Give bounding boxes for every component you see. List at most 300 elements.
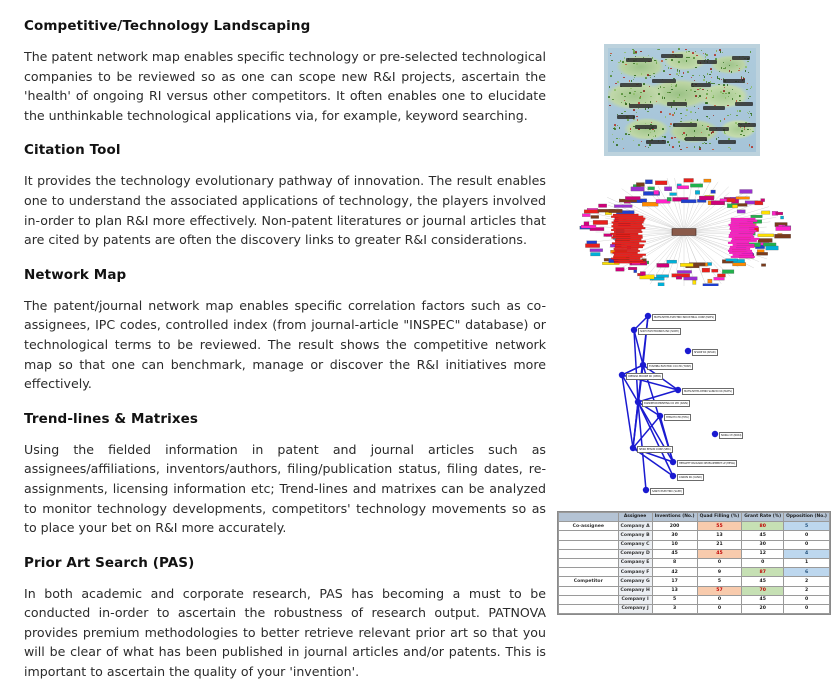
table-row[interactable] bbox=[559, 531, 830, 540]
map-cluster-label bbox=[697, 60, 717, 64]
map-datapoint bbox=[622, 138, 624, 140]
map-datapoint bbox=[678, 48, 680, 50]
citation-node[interactable] bbox=[730, 228, 755, 230]
matrix-group-label bbox=[559, 549, 619, 558]
map-datapoint bbox=[695, 51, 697, 53]
map-cluster-label bbox=[723, 79, 745, 83]
map-datapoint bbox=[647, 74, 649, 76]
map-datapoint bbox=[654, 130, 656, 132]
citation-node[interactable] bbox=[695, 190, 700, 194]
citation-node[interactable] bbox=[677, 186, 688, 189]
citation-node[interactable] bbox=[733, 254, 753, 256]
citation-node[interactable] bbox=[714, 277, 725, 280]
citation-node[interactable] bbox=[727, 198, 735, 202]
matrix-column-header bbox=[559, 513, 619, 522]
citation-node[interactable] bbox=[616, 239, 641, 241]
map-datapoint bbox=[725, 67, 727, 69]
network-node[interactable] bbox=[631, 327, 637, 333]
table-row[interactable] bbox=[559, 558, 830, 567]
network-node[interactable] bbox=[635, 399, 641, 405]
citation-node[interactable] bbox=[585, 244, 599, 248]
citation-node[interactable] bbox=[582, 214, 590, 217]
citation-node[interactable] bbox=[615, 218, 645, 220]
matrix-cell-inventions: 13 bbox=[652, 586, 697, 595]
citation-node[interactable] bbox=[693, 280, 696, 284]
citation-node[interactable] bbox=[728, 250, 752, 252]
map-datapoint bbox=[630, 131, 632, 133]
citation-node[interactable] bbox=[615, 241, 646, 243]
map-datapoint bbox=[745, 66, 747, 68]
map-datapoint bbox=[645, 77, 647, 79]
map-datapoint bbox=[627, 119, 629, 121]
network-node[interactable] bbox=[657, 413, 663, 419]
citation-node[interactable] bbox=[613, 214, 638, 216]
map-datapoint bbox=[694, 80, 696, 82]
map-datapoint bbox=[633, 109, 635, 111]
section-trend-lines-matrixes bbox=[24, 411, 546, 538]
network-node[interactable] bbox=[643, 487, 649, 493]
map-datapoint bbox=[743, 135, 745, 137]
citation-node[interactable] bbox=[613, 252, 638, 254]
citation-node[interactable] bbox=[702, 268, 710, 272]
citation-node[interactable] bbox=[584, 210, 599, 213]
matrix-cell-opposition: 6 bbox=[784, 568, 830, 577]
citation-node[interactable] bbox=[729, 252, 752, 254]
network-node[interactable] bbox=[685, 348, 691, 354]
citation-hub-node[interactable] bbox=[672, 229, 696, 236]
citation-node[interactable] bbox=[614, 220, 644, 222]
network-node[interactable] bbox=[712, 431, 718, 437]
matrix-cell-opposition: 2 bbox=[784, 586, 830, 595]
citation-node[interactable] bbox=[664, 187, 671, 191]
citation-node[interactable] bbox=[658, 283, 664, 286]
map-datapoint bbox=[609, 86, 611, 88]
citation-node[interactable] bbox=[614, 231, 642, 233]
map-datapoint bbox=[729, 92, 731, 94]
citation-node[interactable] bbox=[625, 196, 640, 199]
citation-node[interactable] bbox=[684, 277, 698, 280]
citation-node[interactable] bbox=[704, 179, 711, 182]
citation-node[interactable] bbox=[736, 197, 750, 200]
citation-node[interactable] bbox=[609, 209, 623, 212]
citation-node[interactable] bbox=[757, 250, 764, 253]
map-datapoint bbox=[658, 49, 660, 51]
citation-node[interactable] bbox=[614, 260, 643, 262]
section-heading: Trend-lines & Matrixes bbox=[24, 410, 199, 427]
map-datapoint bbox=[702, 125, 704, 127]
citation-node[interactable] bbox=[732, 238, 759, 240]
map-datapoint bbox=[643, 90, 645, 92]
map-datapoint bbox=[645, 108, 647, 110]
citation-node[interactable] bbox=[731, 222, 753, 224]
map-datapoint bbox=[615, 83, 617, 85]
citation-node[interactable] bbox=[676, 276, 682, 279]
assignee-network-map bbox=[600, 306, 832, 504]
matrix-group-label bbox=[559, 540, 619, 549]
map-datapoint bbox=[723, 84, 725, 86]
matrix-assignee-name: Company C bbox=[618, 540, 652, 549]
table-row[interactable] bbox=[559, 595, 830, 604]
map-datapoint bbox=[655, 135, 657, 137]
citation-node[interactable] bbox=[640, 272, 645, 276]
citation-node[interactable] bbox=[776, 226, 791, 230]
map-datapoint bbox=[695, 95, 697, 97]
map-datapoint bbox=[679, 72, 681, 74]
citation-node[interactable] bbox=[732, 205, 737, 208]
matrix-column-header: Grant Rate (%) bbox=[742, 513, 784, 522]
table-row[interactable] bbox=[559, 549, 830, 558]
matrix-assignee-name: Company B bbox=[618, 531, 652, 540]
matrix-cell-opposition: 0 bbox=[784, 595, 830, 604]
map-datapoint bbox=[709, 74, 711, 76]
map-datapoint bbox=[612, 134, 614, 136]
map-datapoint bbox=[650, 77, 652, 79]
map-datapoint bbox=[708, 134, 710, 136]
matrix-cell-grant-rate: 0 bbox=[742, 558, 784, 567]
citation-node[interactable] bbox=[590, 249, 603, 252]
citation-node[interactable] bbox=[680, 263, 693, 266]
map-datapoint bbox=[685, 115, 687, 117]
citation-node[interactable] bbox=[610, 233, 638, 235]
section-prior-art-search bbox=[24, 555, 546, 682]
map-datapoint bbox=[709, 143, 711, 145]
map-cluster-label bbox=[718, 140, 736, 144]
citation-node[interactable] bbox=[655, 181, 667, 185]
map-datapoint bbox=[671, 89, 673, 91]
citation-node[interactable] bbox=[658, 264, 669, 267]
citation-node[interactable] bbox=[737, 210, 745, 213]
citation-node[interactable] bbox=[731, 240, 757, 242]
citation-node[interactable] bbox=[612, 225, 644, 227]
table-row[interactable] bbox=[559, 568, 830, 577]
map-datapoint bbox=[643, 83, 645, 85]
map-cluster-label bbox=[673, 123, 697, 127]
map-datapoint bbox=[625, 103, 627, 105]
citation-node[interactable] bbox=[631, 187, 644, 191]
network-node[interactable] bbox=[630, 445, 636, 451]
citation-node[interactable] bbox=[654, 190, 659, 194]
map-datapoint bbox=[678, 75, 680, 77]
matrix-cell-quad-filling: 5 bbox=[697, 577, 742, 586]
map-datapoint bbox=[705, 56, 707, 58]
map-datapoint bbox=[680, 113, 682, 115]
map-datapoint bbox=[747, 129, 749, 131]
map-datapoint bbox=[633, 119, 635, 121]
citation-node[interactable] bbox=[731, 230, 756, 232]
map-datapoint bbox=[624, 52, 626, 54]
network-node-label: OPPAMA MOORE KK (OPPA) bbox=[626, 373, 663, 380]
citation-node[interactable] bbox=[614, 254, 646, 256]
map-datapoint bbox=[671, 106, 673, 108]
citation-node[interactable] bbox=[699, 196, 714, 200]
network-node[interactable] bbox=[645, 313, 651, 319]
citation-node[interactable] bbox=[667, 260, 677, 263]
map-datapoint bbox=[663, 87, 665, 89]
citation-node[interactable] bbox=[612, 243, 639, 245]
map-datapoint bbox=[694, 146, 696, 148]
map-datapoint bbox=[669, 74, 671, 76]
map-datapoint bbox=[702, 89, 704, 91]
matrix-cell-grant-rate: 12 bbox=[742, 549, 784, 558]
citation-node[interactable] bbox=[615, 246, 643, 248]
map-datapoint bbox=[636, 112, 638, 114]
map-datapoint bbox=[691, 119, 693, 121]
map-datapoint bbox=[713, 83, 715, 85]
map-datapoint bbox=[650, 75, 652, 77]
figure-column bbox=[556, 0, 832, 670]
citation-node[interactable] bbox=[684, 178, 694, 182]
map-datapoint bbox=[624, 57, 626, 59]
citation-node[interactable] bbox=[634, 270, 637, 273]
map-datapoint bbox=[694, 91, 696, 93]
section-heading: Network Map bbox=[24, 266, 127, 283]
citation-node[interactable] bbox=[711, 190, 716, 193]
map-datapoint bbox=[724, 118, 726, 120]
citation-node[interactable] bbox=[648, 187, 655, 190]
map-datapoint bbox=[635, 56, 637, 58]
citation-node[interactable] bbox=[591, 253, 601, 256]
citation-node[interactable] bbox=[758, 238, 772, 242]
map-datapoint bbox=[670, 68, 672, 70]
matrix-cell-opposition: 0 bbox=[784, 531, 830, 540]
citation-node[interactable] bbox=[656, 275, 668, 278]
citation-node[interactable] bbox=[690, 184, 702, 187]
citation-node[interactable] bbox=[628, 267, 637, 270]
map-datapoint bbox=[618, 62, 620, 64]
map-datapoint bbox=[685, 99, 687, 101]
map-datapoint bbox=[688, 57, 690, 59]
map-datapoint bbox=[624, 111, 626, 113]
citation-node[interactable] bbox=[731, 218, 755, 220]
citation-node[interactable] bbox=[717, 274, 725, 277]
map-datapoint bbox=[631, 80, 633, 82]
matrix-cell-grant-rate: 45 bbox=[742, 577, 784, 586]
citation-node[interactable] bbox=[645, 180, 652, 184]
assignee-network-svg bbox=[600, 306, 832, 504]
citation-node[interactable] bbox=[584, 222, 589, 226]
citation-node[interactable] bbox=[612, 222, 644, 224]
citation-node[interactable] bbox=[728, 242, 749, 244]
map-datapoint bbox=[732, 89, 734, 91]
citation-node[interactable] bbox=[614, 248, 638, 250]
map-datapoint bbox=[619, 127, 621, 129]
matrix-assignee-name: Company E bbox=[618, 558, 652, 567]
map-datapoint bbox=[736, 115, 738, 117]
citation-node[interactable] bbox=[731, 256, 755, 258]
map-cluster-label bbox=[652, 79, 676, 83]
section-paragraph: The patent/journal network map enables specific correlation factors such as co-assignees, IPC codes, controlled index (from journal-article "INSPEC" database) or technological terms to be reviewed. The result shows the competitive network map so that one can benchmark, manage or discover the R&I initiatives more effectively. bbox=[24, 297, 546, 392]
table-row[interactable] bbox=[559, 577, 830, 586]
citation-node[interactable] bbox=[615, 244, 644, 246]
citation-node[interactable] bbox=[613, 224, 642, 226]
citation-node[interactable] bbox=[761, 211, 770, 214]
map-datapoint bbox=[649, 144, 651, 146]
matrix-cell-quad-filling: 45 bbox=[697, 549, 742, 558]
table-row[interactable] bbox=[559, 604, 830, 613]
map-datapoint bbox=[672, 51, 674, 53]
citation-node[interactable] bbox=[703, 284, 719, 286]
map-datapoint bbox=[658, 93, 660, 95]
matrix-column-header: Assignee bbox=[618, 513, 652, 522]
matrix-column-header: Opposition (No.) bbox=[784, 513, 830, 522]
matrix-cell-quad-filling: 0 bbox=[697, 604, 742, 613]
network-node-label: CANON KK (CANO) bbox=[677, 474, 704, 481]
citation-node[interactable] bbox=[733, 244, 755, 246]
matrix-column-header: Inventions (No.) bbox=[652, 513, 697, 522]
map-datapoint bbox=[710, 68, 712, 70]
network-node[interactable] bbox=[670, 473, 676, 479]
citation-node[interactable] bbox=[636, 183, 644, 187]
map-datapoint bbox=[732, 98, 734, 100]
citation-node[interactable] bbox=[757, 252, 768, 255]
map-datapoint bbox=[723, 62, 725, 64]
map-datapoint bbox=[735, 93, 737, 95]
map-datapoint bbox=[724, 87, 726, 89]
citation-node[interactable] bbox=[612, 237, 643, 239]
map-datapoint bbox=[681, 118, 683, 120]
citation-node[interactable] bbox=[766, 246, 778, 250]
network-node[interactable] bbox=[670, 459, 676, 465]
map-datapoint bbox=[658, 88, 660, 90]
competitor-benchmark-matrix bbox=[557, 511, 831, 615]
citation-node[interactable] bbox=[611, 216, 643, 218]
citation-node[interactable] bbox=[614, 262, 645, 264]
network-node[interactable] bbox=[619, 372, 625, 378]
citation-node[interactable] bbox=[591, 215, 599, 218]
map-datapoint bbox=[680, 149, 682, 151]
citation-node[interactable] bbox=[598, 204, 606, 207]
map-datapoint bbox=[698, 108, 700, 110]
map-datapoint bbox=[728, 96, 730, 98]
citation-node[interactable] bbox=[722, 270, 734, 274]
map-datapoint bbox=[747, 61, 749, 63]
citation-node[interactable] bbox=[774, 234, 790, 238]
map-datapoint bbox=[724, 133, 726, 135]
citation-node[interactable] bbox=[614, 205, 632, 208]
citation-node[interactable] bbox=[730, 226, 758, 228]
citation-node[interactable] bbox=[681, 200, 696, 203]
citation-node[interactable] bbox=[615, 250, 640, 252]
map-datapoint bbox=[649, 86, 651, 88]
map-datapoint bbox=[634, 91, 636, 93]
map-datapoint bbox=[669, 92, 671, 94]
citation-node[interactable] bbox=[758, 234, 774, 237]
citation-node[interactable] bbox=[677, 270, 691, 273]
map-datapoint bbox=[692, 52, 694, 54]
citation-node[interactable] bbox=[731, 220, 757, 222]
citation-node[interactable] bbox=[613, 227, 645, 229]
map-cluster-label bbox=[732, 56, 750, 60]
citation-node[interactable] bbox=[613, 235, 642, 237]
map-datapoint bbox=[723, 90, 725, 92]
map-datapoint bbox=[749, 144, 751, 146]
network-node[interactable] bbox=[675, 387, 681, 393]
patent-landscape-map bbox=[604, 44, 760, 156]
citation-node[interactable] bbox=[763, 243, 776, 246]
matrix-cell-grant-rate: 70 bbox=[742, 586, 784, 595]
citation-node[interactable] bbox=[708, 279, 712, 283]
map-datapoint bbox=[617, 81, 619, 83]
map-datapoint bbox=[701, 132, 703, 134]
citation-node[interactable] bbox=[776, 212, 783, 215]
map-cluster-label bbox=[738, 123, 756, 127]
map-datapoint bbox=[705, 53, 707, 55]
citation-node[interactable] bbox=[613, 256, 642, 258]
map-datapoint bbox=[620, 60, 622, 62]
map-datapoint bbox=[610, 75, 612, 77]
citation-node[interactable] bbox=[729, 236, 754, 238]
citation-node[interactable] bbox=[740, 189, 753, 193]
citation-node[interactable] bbox=[729, 234, 753, 236]
map-cluster-label bbox=[691, 83, 711, 87]
citation-node[interactable] bbox=[670, 193, 677, 196]
map-cluster-label bbox=[629, 104, 653, 108]
citation-node[interactable] bbox=[593, 220, 608, 224]
matrix-cell-inventions: 10 bbox=[652, 540, 697, 549]
network-node[interactable] bbox=[640, 362, 646, 368]
map-datapoint bbox=[719, 71, 721, 73]
map-datapoint bbox=[630, 128, 632, 130]
network-node-label: TOSHIBA ELECTRIC CO LTD (TOSH) bbox=[647, 363, 693, 370]
citation-node[interactable] bbox=[751, 215, 763, 218]
map-datapoint bbox=[612, 99, 614, 101]
map-datapoint bbox=[729, 65, 731, 67]
citation-node[interactable] bbox=[611, 258, 640, 260]
table-row[interactable] bbox=[559, 540, 830, 549]
citation-node[interactable] bbox=[616, 268, 625, 272]
citation-node[interactable] bbox=[761, 264, 765, 267]
map-datapoint bbox=[693, 57, 695, 59]
map-datapoint bbox=[704, 76, 706, 78]
map-datapoint bbox=[691, 77, 693, 79]
map-datapoint bbox=[653, 73, 655, 75]
citation-node[interactable] bbox=[761, 199, 765, 202]
matrix-cell-quad-filling: 0 bbox=[697, 558, 742, 567]
citation-node[interactable] bbox=[611, 229, 641, 231]
citation-node[interactable] bbox=[667, 197, 671, 201]
map-datapoint bbox=[683, 132, 685, 134]
matrix-cell-grant-rate: 45 bbox=[742, 595, 784, 604]
map-datapoint bbox=[751, 114, 753, 116]
citation-node[interactable] bbox=[781, 216, 784, 219]
citation-node[interactable] bbox=[730, 232, 754, 234]
citation-node[interactable] bbox=[642, 202, 658, 206]
map-datapoint bbox=[671, 86, 673, 88]
map-datapoint bbox=[709, 118, 711, 120]
section-heading: Citation Tool bbox=[24, 142, 121, 159]
citation-node[interactable] bbox=[730, 246, 754, 248]
map-datapoint bbox=[660, 111, 662, 113]
citation-node[interactable] bbox=[729, 248, 750, 250]
map-datapoint bbox=[676, 73, 678, 75]
citation-node[interactable] bbox=[729, 224, 756, 226]
table-row[interactable] bbox=[559, 586, 830, 595]
citation-node[interactable] bbox=[712, 269, 718, 272]
citation-node[interactable] bbox=[726, 259, 738, 262]
map-datapoint bbox=[697, 119, 699, 121]
map-datapoint bbox=[671, 137, 673, 139]
map-datapoint bbox=[635, 51, 637, 53]
map-datapoint bbox=[617, 125, 619, 127]
map-datapoint bbox=[614, 124, 616, 126]
section-paragraph: Using the fielded information in patent and journal articles such as assignees/affiliations, inventors/authors, filing/publication status, filing dates, re-assignments, licensing information etc; Trend-lines and matrixes can be analyzed to monitor technology developments, competitors' technology movements so as to place your bet on R&I more accurately. bbox=[24, 441, 546, 536]
map-datapoint bbox=[747, 83, 749, 85]
map-datapoint bbox=[705, 143, 707, 145]
matrix-cell-opposition: 4 bbox=[784, 549, 830, 558]
map-datapoint bbox=[652, 57, 654, 59]
table-row[interactable] bbox=[559, 522, 830, 531]
matrix-column-header: Quad Filling (%) bbox=[697, 513, 742, 522]
